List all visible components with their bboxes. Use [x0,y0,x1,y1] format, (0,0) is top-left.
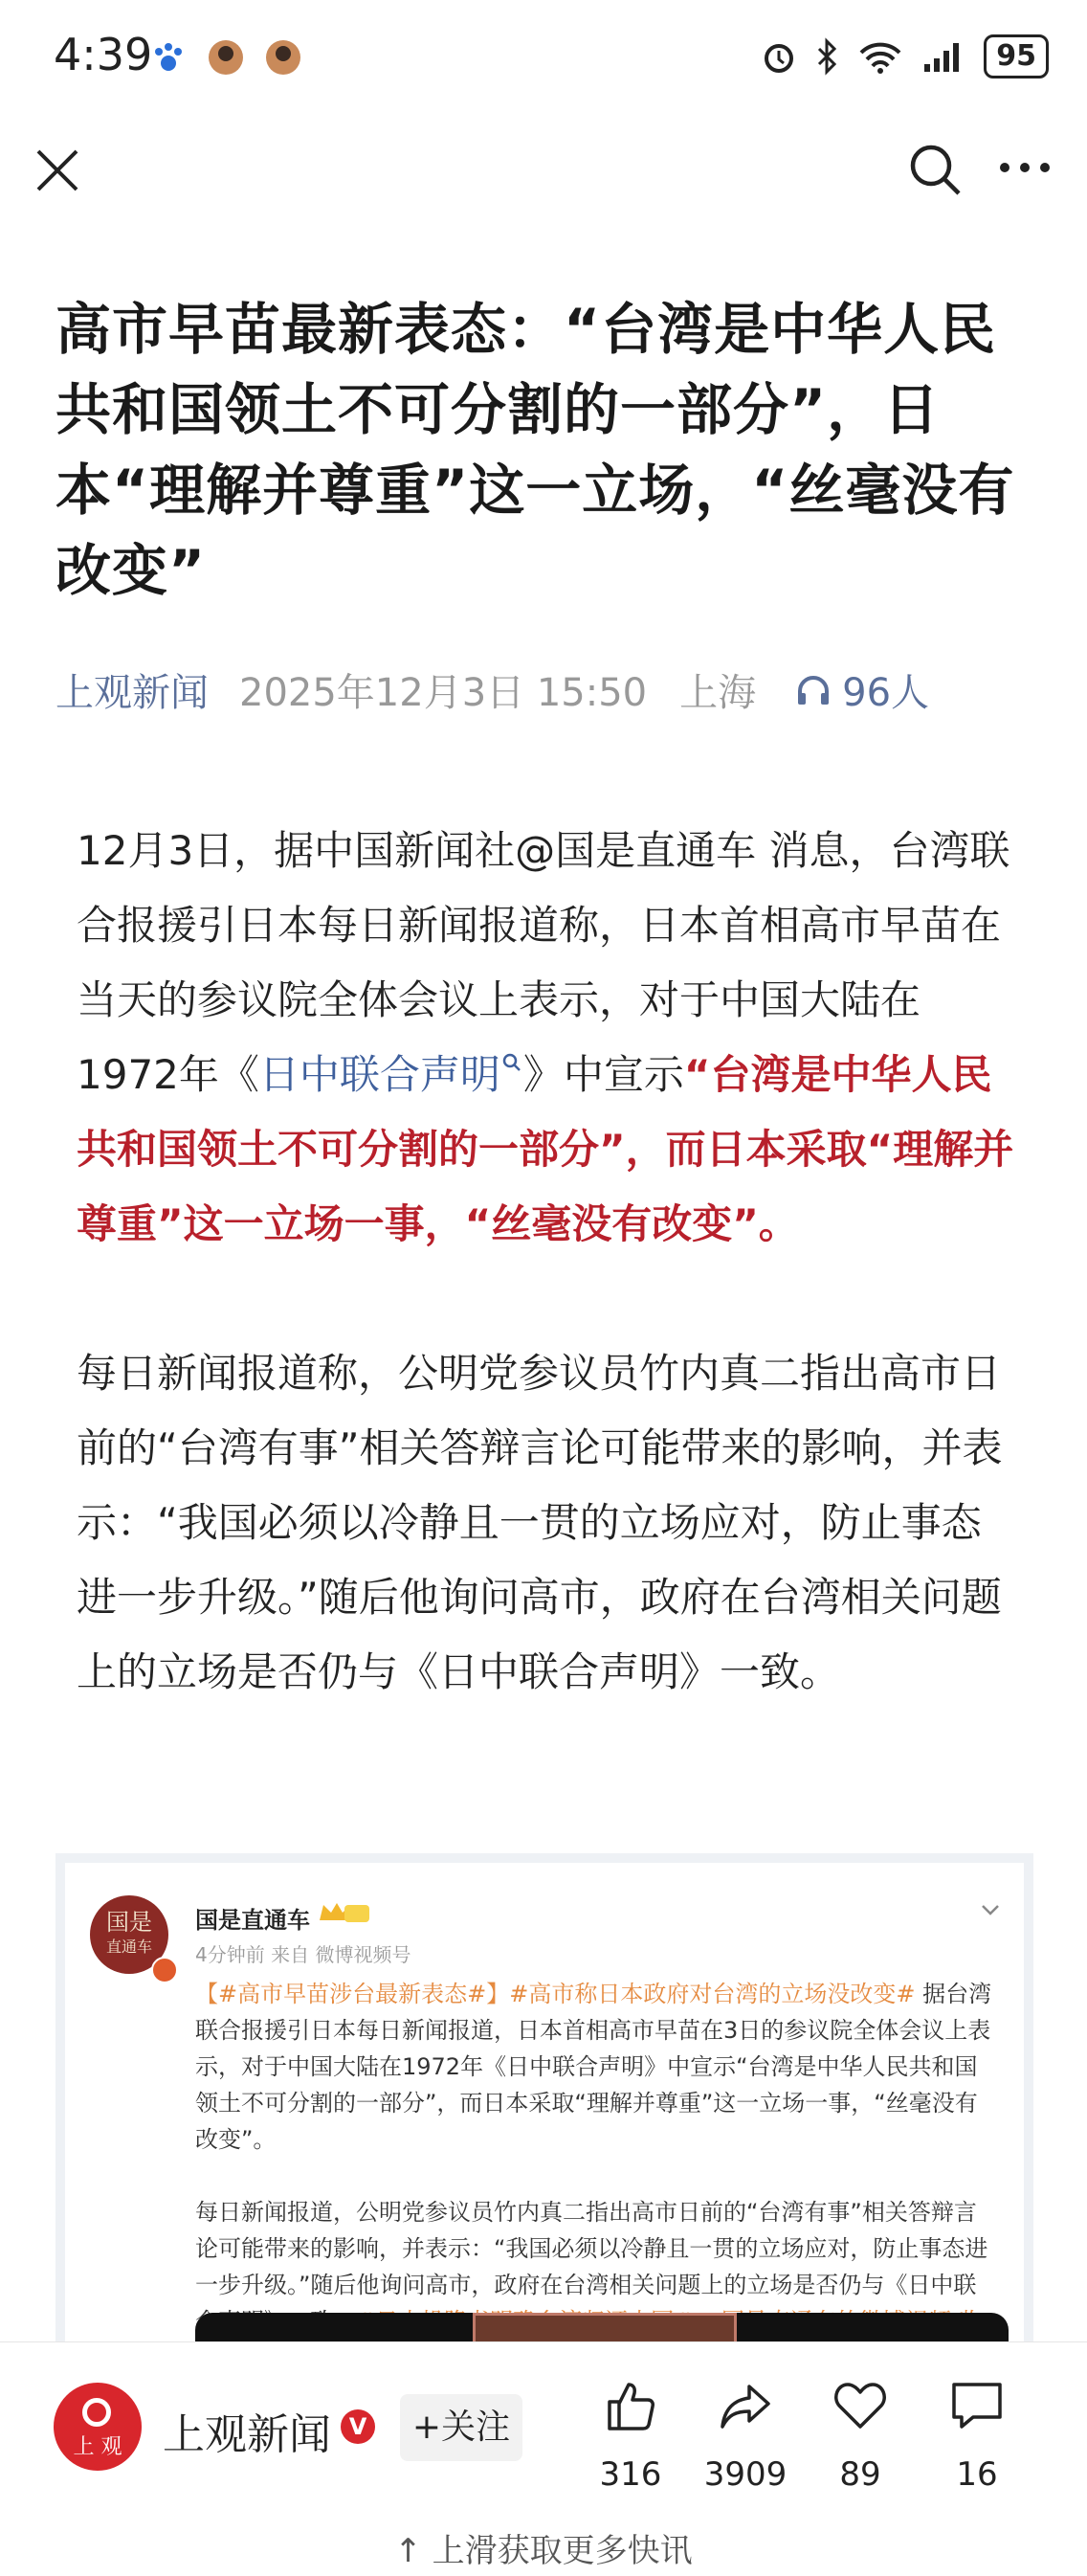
app-avatar-icon [207,38,245,77]
heart-icon [832,2377,889,2434]
search-icon[interactable] [907,142,963,197]
like-button[interactable] [578,2377,683,2494]
bluetooth-icon [815,37,840,76]
embed-paragraph [195,1976,999,2158]
article-location: 上海 [679,670,757,715]
article-date: 2025年12月3日 15:50 [239,670,648,715]
alarm-icon [760,37,798,76]
avatar-text: 国是 [106,1909,152,1936]
close-icon[interactable] [33,146,82,195]
listener-count: 96人 [842,670,930,715]
verified-badge: V [341,2409,375,2444]
search-small-icon [500,1051,523,1074]
status-bar [0,0,1087,115]
chevron-down-icon[interactable] [978,1897,1003,1922]
thumbs-up-icon [602,2377,659,2434]
share-icon [717,2377,774,2434]
hashtag[interactable]: #高市称日本政府对台湾的立场没改变# [509,1981,916,2007]
brand-name[interactable]: 上观新闻 [163,2410,331,2459]
top-nav [0,134,1087,211]
battery-indicator: 95 [984,34,1049,78]
crown-badge-icon [316,1899,373,1926]
keyword-link[interactable] [259,1051,523,1098]
paragraph [77,814,1014,1262]
brand-logo[interactable] [54,2383,142,2471]
listen-button[interactable] [794,662,929,717]
status-indicators [760,34,1049,78]
verified-badge-icon [151,1957,178,1983]
article-source[interactable]: 上观新闻 [55,670,209,715]
wifi-icon [857,37,903,76]
highlight-quote: “台湾是中华人民共和国领土不可分割的一部分”，而日本采取“理解并尊重”这一立场一事，“丝毫没有改变”。 [77,1051,1014,1247]
comment-button[interactable] [924,2377,1030,2494]
article-meta [55,661,929,718]
status-time: 4:39 [54,29,153,80]
comment-icon [948,2377,1006,2434]
more-icon[interactable] [997,153,1053,182]
favorite-button[interactable] [808,2377,913,2494]
embed-paragraph-text: 每日新闻报道，公明党参议员竹内真二指出高市日前的“台湾有事”相关答辩言论可能带来的影响，并表示：“我国必须以冷静且一贯的立场应对，防止事态进一步升级。”随后他询问高市，政府在台湾相关问题上的立场是否仍与《日中联 [195,2199,988,2298]
embed-subtitle: 4分钟前 来自 微博视频号 [195,1943,411,1966]
app-avatar-icon [264,38,302,77]
embed-paragraph-text: 据台湾联合报援引日本每日新闻报道，日本首相高市早苗在3日的参议院全体会议上表示，对于中国大陆在1972年《日中联合声明》中宣示“台湾是中华人民共和国领土不可分割的一部分”，而日本采取“理解并尊重”这一立场一事，“丝毫没有改变”。 [195,1981,992,2153]
favorite-count: 89 [839,2455,881,2494]
headphones-icon [794,670,832,708]
avatar-text: 直通车 [105,1938,152,1956]
comment-count: 16 [956,2455,998,2494]
status-app-icons [149,38,302,77]
paragraph-text: 12月3日，据中国新闻社@国是直通车 消息，台湾联合报援引日本每日新闻报道称，日本首相高市早苗在当天的参议院全体会议上表示，对于中国大陆在1972年《 [77,827,1010,1098]
article-body [77,814,1014,1710]
bottom-action-bar [0,2341,1087,2576]
embedded-card-body [65,1863,1024,2389]
hashtag[interactable]: 【#高市早苗涉台最新表态#】 [195,1981,510,2007]
logo-ring-icon [82,2398,111,2427]
follow-button[interactable]: +关注 [400,2394,522,2461]
spacer [195,2158,999,2194]
embed-author-name[interactable]: 国是直通车 [195,1907,310,1934]
paragraph: 每日新闻报道称，公明党参议员竹内真二指出高市日前的“台湾有事”相关答辩言论可能带来的影响，并表示：“我国必须以冷静且一贯的立场应对，防止事态进一步升级。”随后他询问高市，政府在台湾相关问题上的立场是否仍与《日中联合声明》一致。 [77,1350,1003,1695]
paragraph-text: 》中宣示 [522,1051,684,1098]
share-count: 3909 [703,2455,788,2494]
paw-icon [149,38,188,77]
signal-icon [921,37,966,76]
share-button[interactable] [693,2377,798,2494]
article-headline: 高市早苗最新表态：“台湾是中华人民共和国领土不可分割的一部分”，日本“理解并尊重”这一立场，“丝毫没有改变” [55,297,1015,603]
like-count: 316 [599,2455,662,2494]
embedded-weibo-card[interactable] [55,1853,1033,2389]
keyword-link-text: 日中联合声明 [258,1051,500,1098]
brand-logo-text: 上 观 [73,2435,122,2459]
swipe-up-hint[interactable]: ↑ 上滑获取更多快讯 [394,2532,693,2570]
